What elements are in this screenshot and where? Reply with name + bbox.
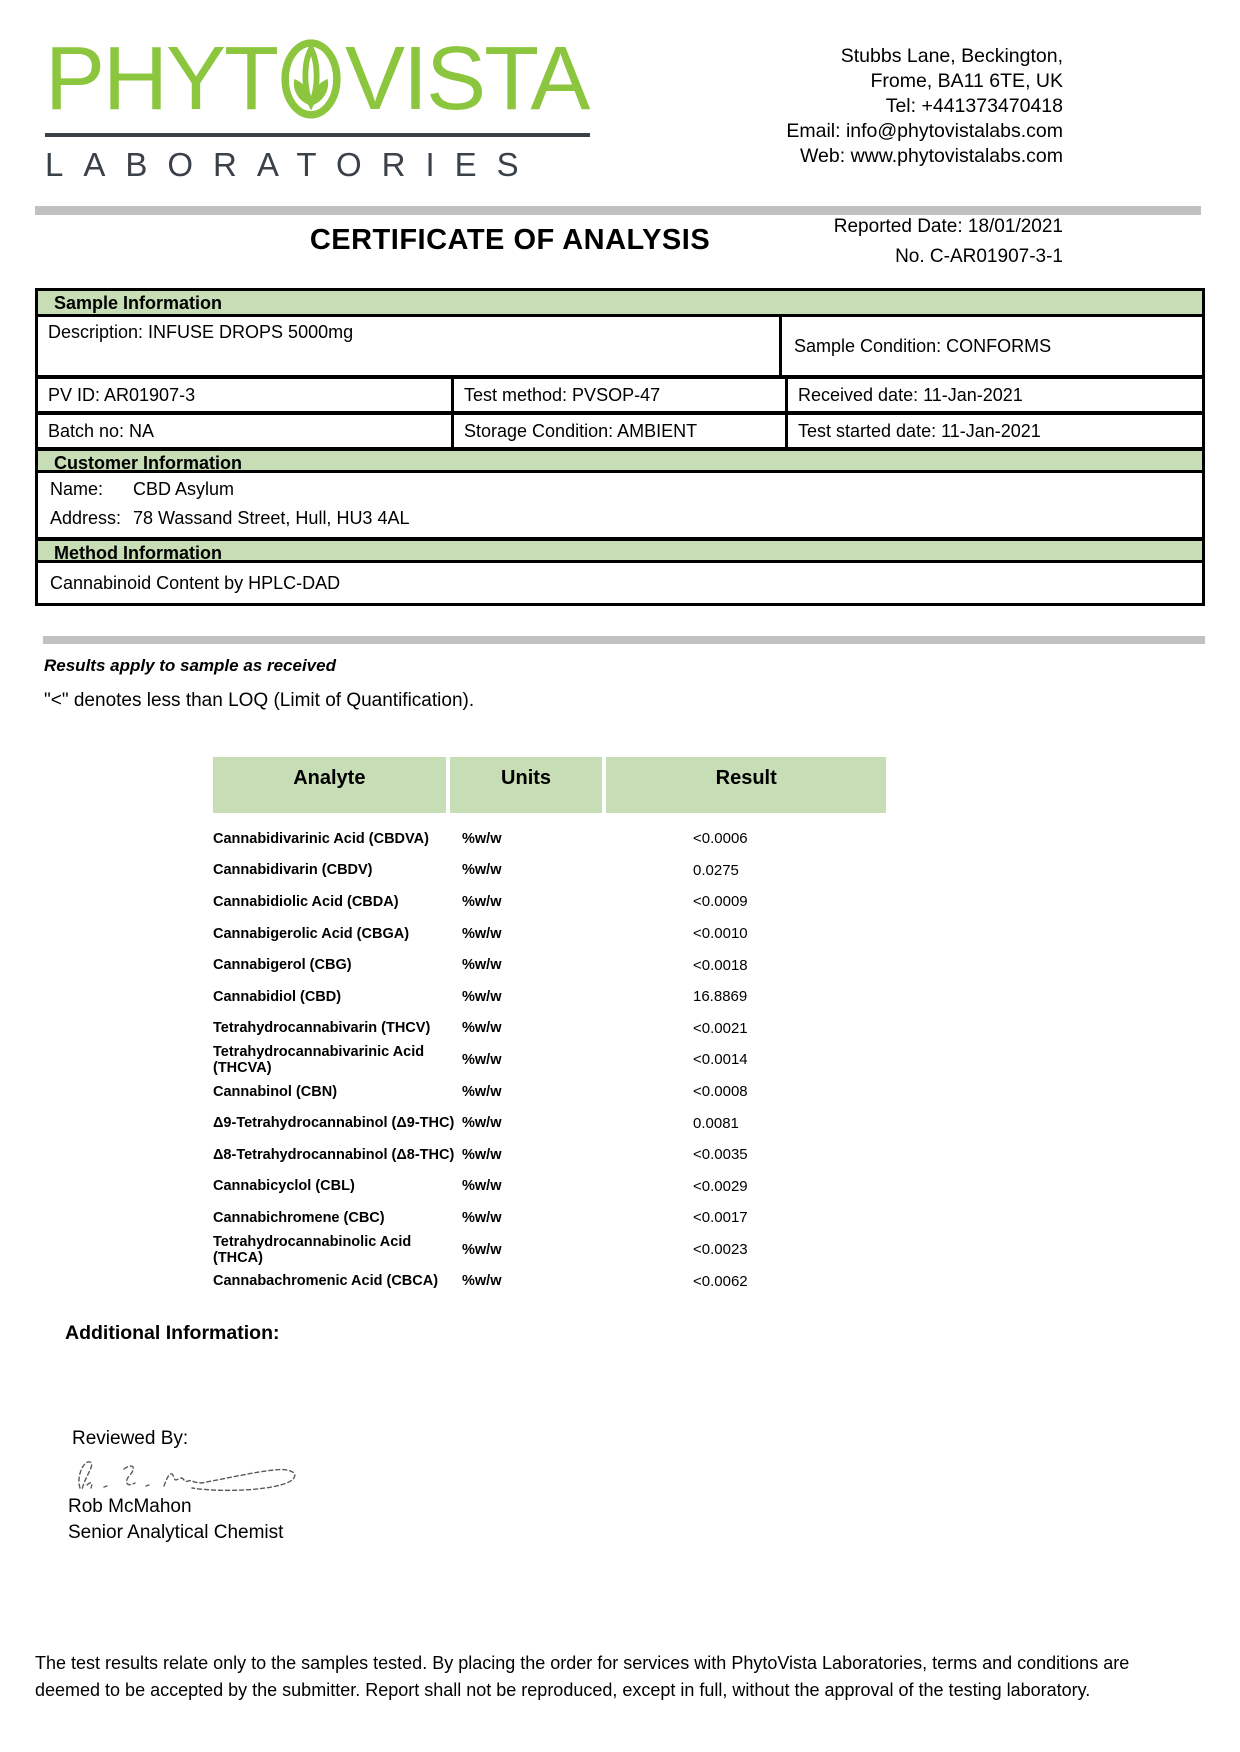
analyte-name: Tetrahydrocannabivarin (THCV) (213, 1020, 431, 1037)
analyte-units: %w/w (462, 1241, 502, 1258)
analyte-units: %w/w (462, 1083, 502, 1100)
results-table-header (213, 757, 886, 813)
footer-line-1: The test results relate only to the samples tested. By placing the order for services with PhytoVista Laboratories, terms and conditions are (35, 1653, 1130, 1673)
sample-information-header: Sample Information (38, 291, 1202, 317)
customer-address-label: Address: (50, 508, 122, 528)
analyte-units: %w/w (462, 1020, 502, 1037)
brand-divider (45, 133, 590, 137)
table-row (213, 1044, 886, 1076)
table-row (213, 1265, 886, 1297)
test-started-date: Test started date: 11-Jan-2021 (785, 415, 1202, 447)
footer-line-2: deemed to be accepted by the submitter. Report shall not be reproduced, except in full, without the approval of the testing laboratory. (35, 1680, 1091, 1700)
analyte-result: 0.0081 (693, 1114, 739, 1132)
contact-email: Email: info@phytovistalabs.com (786, 120, 1063, 142)
table-row (213, 1234, 886, 1266)
analyte-name: Tetrahydrocannabinolic Acid (THCA) (213, 1233, 412, 1266)
sample-info-row-1 (38, 375, 1202, 411)
table-row (213, 1171, 886, 1203)
analyte-name: Cannabidiol (CBD) (213, 988, 342, 1005)
document-title: CERTIFICATE OF ANALYSIS (309, 224, 711, 256)
customer-information-header: Customer Information (38, 447, 1202, 473)
analyte-name: Δ9-Tetrahydrocannabinol (Δ9-THC) (213, 1115, 455, 1132)
phytovista-logo (45, 29, 593, 184)
contact-address-line2: Frome, BA11 6TE, UK (870, 70, 1063, 92)
additional-information-label: Additional Information: (65, 1322, 280, 1344)
results-table (213, 757, 886, 1297)
table-row (213, 823, 886, 855)
sample-description: Description: INFUSE DROPS 5000mg (48, 322, 354, 342)
batch-no: Batch no: NA (48, 420, 155, 441)
analyte-name: Cannabichromene (CBC) (213, 1209, 385, 1226)
analyte-units: %w/w (462, 957, 502, 974)
analyte-result: 0.0275 (693, 861, 739, 879)
test-method: Test method: PVSOP-47 (451, 379, 785, 411)
information-box (35, 288, 1205, 606)
method-description: Cannabinoid Content by HPLC-DAD (50, 572, 341, 593)
analyte-result: <0.0018 (693, 956, 748, 974)
analyte-result: <0.0035 (693, 1146, 748, 1164)
table-row (213, 1107, 886, 1139)
loq-note: "<" denotes less than LOQ (Limit of Quantification). (44, 690, 475, 711)
table-row (213, 1139, 886, 1171)
customer-address-value: 78 Wassand Street, Hull, HU3 4AL (133, 508, 410, 528)
analyte-result: 16.8869 (693, 988, 748, 1006)
analyte-name: Cannabidivarin (CBDV) (213, 862, 373, 879)
customer-name-row (50, 479, 1190, 500)
table-row (213, 949, 886, 981)
box-bottom-shadow (43, 636, 1205, 644)
analyte-result: <0.0008 (693, 1083, 748, 1101)
analyte-name: Cannabidiolic Acid (CBDA) (213, 893, 399, 910)
table-row (213, 918, 886, 950)
table-row (213, 886, 886, 918)
analyte-result: <0.0006 (693, 830, 748, 848)
brand-text-post: VISTA (345, 29, 589, 129)
analyte-units: %w/w (462, 1115, 502, 1132)
analyte-name: Cannabachromenic Acid (CBCA) (213, 1273, 439, 1290)
reviewed-by-label: Reviewed By: (72, 1428, 189, 1449)
table-row (213, 1076, 886, 1108)
reviewer-title: Senior Analytical Chemist (68, 1522, 284, 1543)
analyte-units: %w/w (462, 1146, 502, 1163)
analyte-units: %w/w (462, 1051, 502, 1068)
table-row (213, 855, 886, 887)
contact-telephone: Tel: +441373470418 (885, 95, 1063, 117)
contact-website: Web: www.phytovistalabs.com (800, 145, 1063, 167)
leaf-icon (280, 39, 342, 119)
analyte-name: Δ8-Tetrahydrocannabinol (Δ8-THC) (213, 1146, 455, 1163)
column-header-result: Result (606, 757, 886, 813)
brand-wordmark (45, 29, 593, 129)
table-row (213, 1013, 886, 1045)
reported-date: Reported Date: 18/01/2021 (833, 216, 1063, 237)
analyte-result: <0.0023 (693, 1241, 748, 1259)
analyte-result: <0.0009 (693, 893, 748, 911)
received-date: Received date: 11-Jan-2021 (785, 379, 1202, 411)
analyte-name: Cannabinol (CBN) (213, 1083, 338, 1100)
analyte-units: %w/w (462, 988, 502, 1005)
analyte-units: %w/w (462, 862, 502, 879)
analyte-name: Cannabigerol (CBG) (213, 957, 352, 974)
footer-disclaimer (35, 1650, 1195, 1704)
storage-condition: Storage Condition: AMBIENT (451, 415, 785, 447)
analyte-name: Cannabidivarinic Acid (CBDVA) (213, 830, 429, 847)
analyte-units: %w/w (462, 893, 502, 910)
method-information-header: Method Information (38, 537, 1202, 563)
customer-address-row (50, 508, 1190, 529)
customer-name-value: CBD Asylum (133, 479, 235, 499)
analyte-name: Cannabigerolic Acid (CBGA) (213, 925, 410, 942)
analyte-units: %w/w (462, 830, 502, 847)
column-header-analyte: Analyte (213, 757, 446, 813)
column-header-units: Units (450, 757, 603, 813)
table-row (213, 1202, 886, 1234)
analyte-units: %w/w (462, 1273, 502, 1290)
analyte-units: %w/w (462, 1178, 502, 1195)
pv-id: PV ID: AR01907-3 (48, 384, 196, 405)
table-row (213, 981, 886, 1013)
analyte-result: <0.0021 (693, 1019, 748, 1037)
reviewer-name: Rob McMahon (68, 1496, 192, 1517)
analyte-result: <0.0062 (693, 1272, 748, 1290)
analyte-units: %w/w (462, 925, 502, 942)
header-separator-shadow (35, 206, 1201, 215)
analyte-units: %w/w (462, 1209, 502, 1226)
analyte-name: Cannabicyclol (CBL) (213, 1178, 355, 1195)
description-row (38, 317, 1202, 375)
signature-image (72, 1452, 307, 1498)
brand-subtitle: LABORATORIES (45, 146, 539, 183)
analyte-result: <0.0029 (693, 1177, 748, 1195)
customer-details (38, 473, 1202, 537)
contact-address-line1: Stubbs Lane, Beckington, (840, 45, 1063, 67)
analyte-result: <0.0010 (693, 925, 748, 943)
lab-contact-block (786, 44, 1063, 169)
sample-info-row-2 (38, 411, 1202, 447)
analyte-result: <0.0014 (693, 1051, 748, 1069)
analyte-name: Tetrahydrocannabivarinic Acid (THCVA) (213, 1043, 425, 1076)
report-number: No. C-AR01907-3-1 (895, 246, 1063, 267)
brand-text-pre: PHYT (45, 29, 278, 129)
sample-condition: Sample Condition: CONFORMS (779, 317, 1202, 375)
results-note: Results apply to sample as received (44, 656, 336, 675)
customer-name-label: Name: (50, 479, 104, 499)
analyte-result: <0.0017 (693, 1209, 748, 1227)
